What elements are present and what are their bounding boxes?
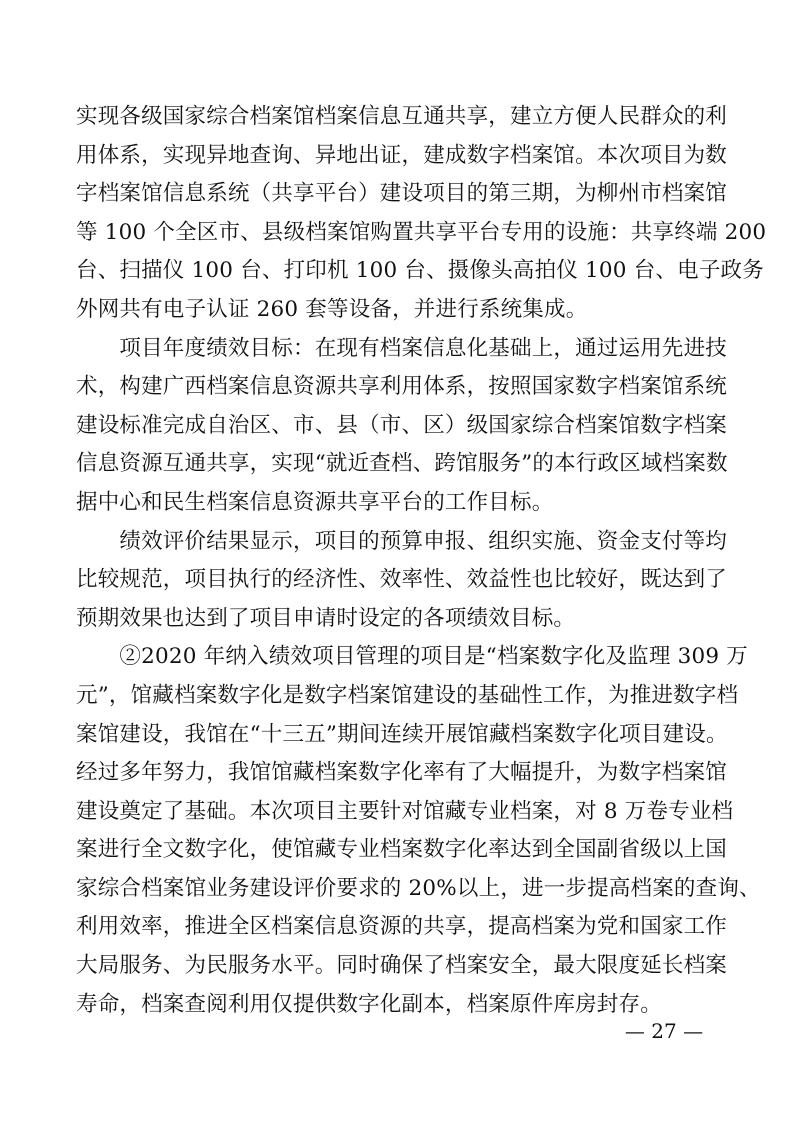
text-line: 据中心和民生档案信息资源共享平台的工作目标。 <box>76 489 554 515</box>
text-line: 等 100 个全区市、县级档案馆购置共享平台专用的设施：共享终端 200 <box>76 219 767 245</box>
text-line: 建设奠定了基础。本次项目主要针对馆藏专业档案，对 8 万卷专业档 <box>76 798 734 824</box>
text-line: 外网共有电子认证 260 套等设备，并进行系统集成。 <box>76 296 588 322</box>
text-line: 用体系，实现异地查询、异地出证，建成数字档案馆。本次项目为数 <box>76 142 728 168</box>
text-line: 利用效率，推进全区档案信息资源的共享，提高档案为党和国家工作 <box>76 914 728 940</box>
text-line: 家综合档案馆业务建设评价要求的 20%以上，进一步提高档案的查询、 <box>76 875 761 901</box>
text-line: 信息资源互通共享，实现“就近查档、跨馆服务”的本行政区域档案数 <box>76 451 728 477</box>
text-line: 预期效果也达到了项目申请时设定的各项绩效目标。 <box>76 605 576 631</box>
text-line: 经过多年努力，我馆馆藏档案数字化率有了大幅提升，为数字档案馆 <box>76 760 728 786</box>
text-line: 案馆建设，我馆在“十三五”期间连续开展馆藏档案数字化项目建设。 <box>76 721 728 747</box>
text-line: 字档案馆信息系统（共享平台）建设项目的第三期，为柳州市档案馆 <box>76 181 728 207</box>
text-line: 案进行全文数字化，使馆藏专业档案数字化率达到全国副省级以上国 <box>76 837 728 863</box>
text-line: 比较规范，项目执行的经济性、效率性、效益性也比较好，既达到了 <box>76 567 728 593</box>
text-line: 术，构建广西档案信息资源共享利用体系，按照国家数字档案馆系统 <box>76 374 728 400</box>
body-text <box>76 98 767 1024</box>
text-line: 项目年度绩效目标：在现有档案信息化基础上，通过运用先进技 <box>76 335 728 361</box>
text-line: ②2020 年纳入绩效项目管理的项目是“档案数字化及监理 309 万 <box>76 644 748 670</box>
text-line: 台、扫描仪 100 台、打印机 100 台、摄像头高拍仪 100 台、电子政务 <box>76 258 764 284</box>
text-line: 元”，馆藏档案数字化是数字档案馆建设的基础性工作，为推进数字档 <box>76 682 739 708</box>
text-line: 寿命，档案查阅利用仅提供数字化副本，档案原件库房封存。 <box>76 991 662 1017</box>
text-line: 绩效评价结果显示，项目的预算申报、组织实施、资金支付等均 <box>76 528 728 554</box>
text-line: 大局服务、为民服务水平。同时确保了档案安全，最大限度延长档案 <box>76 953 728 979</box>
text-line: 实现各级国家综合档案馆档案信息互通共享，建立方便人民群众的利 <box>76 104 728 129</box>
page-number: — 27 — <box>624 1019 704 1043</box>
text-line: 建设标准完成自治区、市、县（市、区）级国家综合档案馆数字档案 <box>76 412 728 438</box>
